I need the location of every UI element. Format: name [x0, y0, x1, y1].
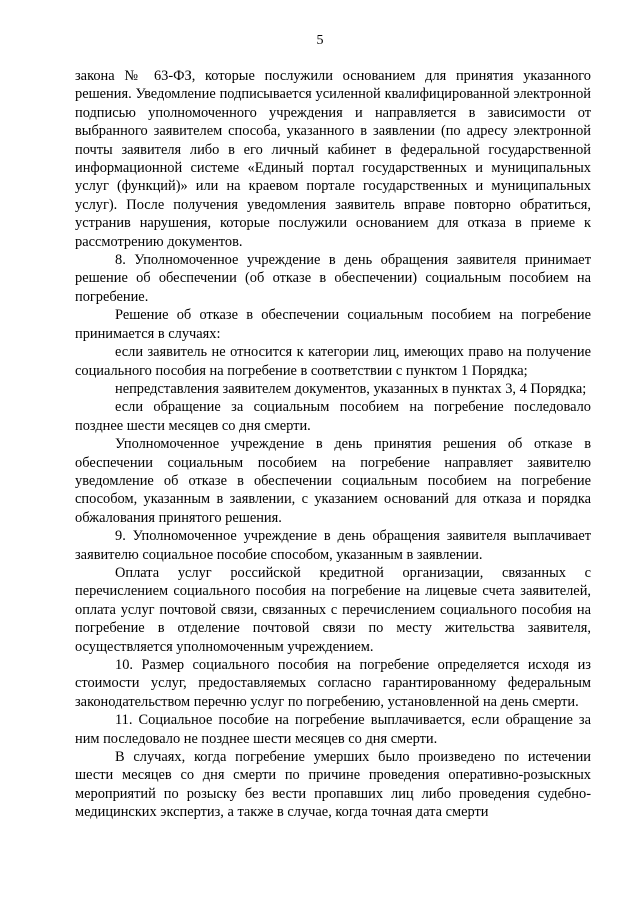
page-number: 5 [316, 33, 324, 48]
paragraph-item-10: 10. Размер социального пособия на погребение определяется исходя из стоимости услуг, предоставляемых согласно гарантированному федеральным законодательством перечню услуг по погребению, установленной на день смерти. [75, 657, 591, 710]
paragraph-case-documents: непредставления заявителем документов, указанных в пунктах 3, 4 Порядка; [115, 380, 587, 397]
paragraph-payment-services: Оплата услуг российской кредитной организации, связанных с перечислением социального пособия на погребение на лицевые счета заявителей, оплата услуг почтовой связи, связанных с перечислением социального пособия на погребение в отделение почтовой связи по месту жительства заявителя, осуществляется уполномоченным учреждением. [75, 564, 591, 655]
paragraph-item-9: 9. Уполномоченное учреждение в день обращения заявителя выплачивает заявителю социальное пособие способом, указанным в заявлении. [75, 528, 591, 563]
paragraph-continuation: закона № 63-ФЗ, которые послужили основанием для принятия указанного решения. Уведомление подписывается усиленной квалифицированной электронной подписью уполномоченного учреждения и направляется в зависимости от выбранного заявителем способа, указанного в заявлении (по адресу электронной почты заявителя либо в его личный кабинет в федеральной государственной информационной системе «Единый портал государственных и муниципальных услуг (функций)» или на краевом портале государственных и муниципальных услуг). После получения уведомления заявитель вправе повторно обратиться, устранив нарушения, которые послужили основанием для отказа в приеме к рассмотрению документов. [75, 68, 591, 250]
paragraph-item-11: 11. Социальное пособие на погребение выплачивается, если обращение за ним последовало не позднее шести месяцев со дня смерти. [75, 712, 591, 747]
paragraph-refusal-notice: Уполномоченное учреждение в день принятия решения об отказе в обеспечении социальным пособием на погребение направляет заявителю уведомление об отказе в обеспечении социальным пособием на погребение способом, указанным в заявлении, с указанием оснований для отказа и порядка обжалования принятого решения. [75, 436, 591, 526]
paragraph-case-category: если заявитель не относится к категории лиц, имеющих право на получение социального пособия на погребение в соответствии с пунктом 1 Порядка; [75, 344, 591, 379]
document-body [75, 67, 591, 822]
paragraph-refusal-cases: Решение об отказе в обеспечении социальным пособием на погребение принимается в случаях: [75, 307, 591, 342]
paragraph-case-deadline: если обращение за социальным пособием на погребение последовало позднее шести месяцев со дня смерти. [75, 399, 591, 434]
paragraph-item-8: 8. Уполномоченное учреждение в день обращения заявителя принимает решение об обеспечении (об отказе в обеспечении) социальным пособием на погребение. [75, 252, 591, 305]
paragraph-exceptions: В случаях, когда погребение умерших было произведено по истечении шести месяцев со дня смерти по причине проведения оперативно-розыскных мероприятий по розыску без вести пропавших лиц либо проведения судебно-медицинских экспертиз, а также в случае, когда точная дата смерти [75, 749, 591, 821]
